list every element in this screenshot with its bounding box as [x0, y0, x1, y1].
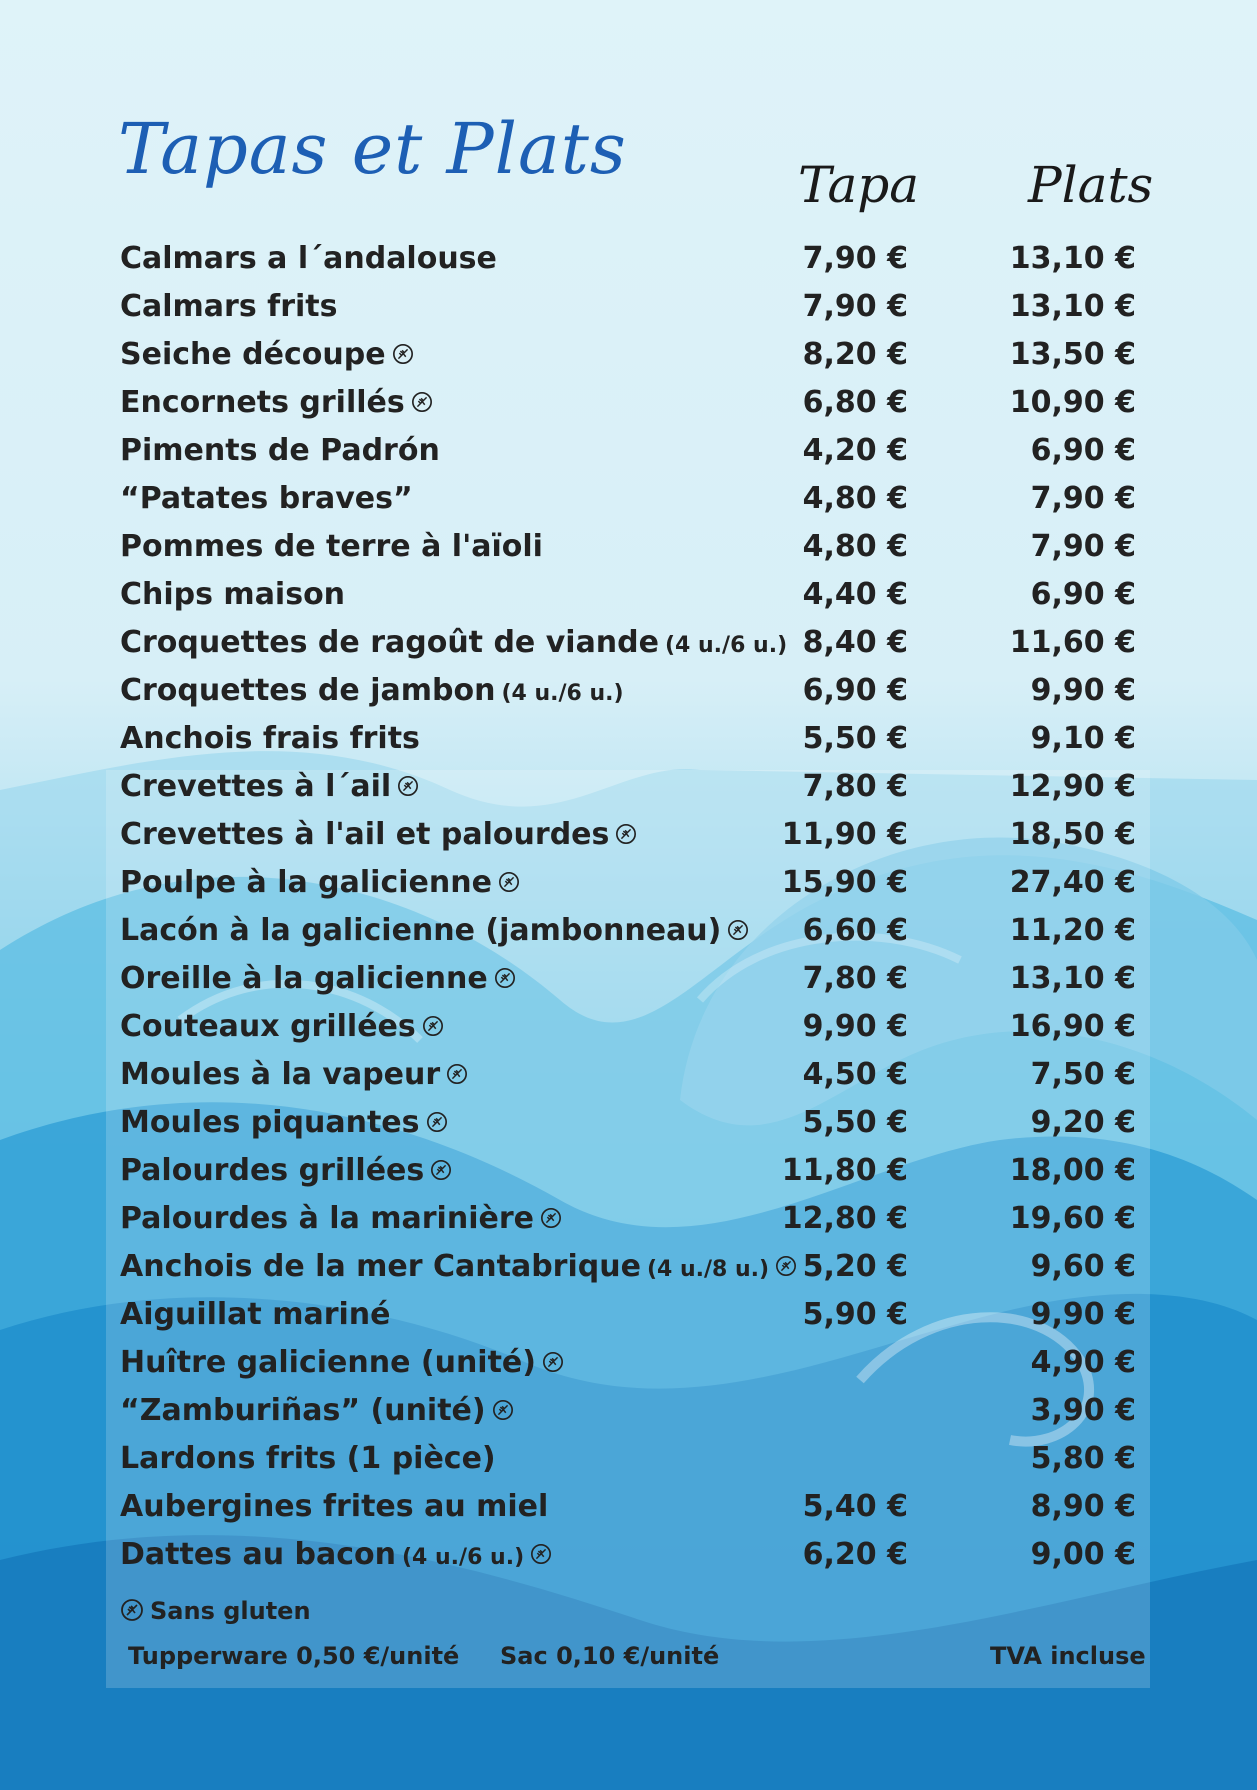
page-title: Tapas et Plats [118, 108, 627, 190]
menu-item [120, 1531, 1140, 1579]
gluten-free-icon [411, 391, 433, 413]
menu-item-label: Moules à la vapeur [120, 1057, 441, 1092]
plat-price: 6,90 € [1030, 577, 1136, 612]
menu-item-name [120, 283, 337, 331]
menu-item-name [120, 1339, 564, 1387]
gluten-free-label: Sans gluten [150, 1597, 311, 1625]
menu-item-quantity: (4 u./6 u.) [402, 1545, 525, 1570]
menu-item [120, 907, 1140, 955]
tapa-price: 5,40 € [802, 1489, 908, 1524]
tapa-price: 4,80 € [802, 529, 908, 564]
plat-price: 11,20 € [1009, 913, 1136, 948]
menu-item [120, 1339, 1140, 1387]
menu-item-label: “Zamburiñas” (unité) [120, 1393, 486, 1428]
menu-item [120, 1291, 1140, 1339]
plat-price: 13,50 € [1009, 337, 1136, 372]
menu-item [120, 1003, 1140, 1051]
menu-item-label: Couteaux grillées [120, 1009, 416, 1044]
menu-item-label: Calmars a l´andalouse [120, 241, 497, 276]
menu-item [120, 859, 1140, 907]
menu-item [120, 1147, 1140, 1195]
menu-item-label: Palourdes grillées [120, 1153, 425, 1188]
menu-item-label: Croquettes de jambon [120, 673, 496, 708]
menu-item [120, 1483, 1140, 1531]
menu-item-label: Aubergines frites au miel [120, 1489, 549, 1524]
menu-item [120, 1051, 1140, 1099]
menu-item [120, 763, 1140, 811]
menu-item-name [120, 1195, 562, 1243]
plat-price: 9,60 € [1030, 1249, 1136, 1284]
gluten-free-icon [426, 1111, 448, 1133]
plat-price: 5,80 € [1030, 1441, 1136, 1476]
plat-price: 6,90 € [1030, 433, 1136, 468]
plat-price: 7,90 € [1030, 481, 1136, 516]
tapa-price: 8,40 € [802, 625, 908, 660]
bag-note: Sac 0,10 €/unité [500, 1642, 720, 1670]
menu-item-name [120, 235, 497, 283]
menu-item [120, 955, 1140, 1003]
tapa-price: 4,20 € [802, 433, 908, 468]
tapa-price: 8,20 € [802, 337, 908, 372]
menu-item-name [120, 1291, 391, 1339]
menu-item-label: Huître galicienne (unité) [120, 1345, 536, 1380]
tapa-price: 5,50 € [802, 1105, 908, 1140]
menu-item-label: Palourdes à la marinière [120, 1201, 534, 1236]
tapa-price: 6,20 € [802, 1537, 908, 1572]
gluten-free-icon [120, 1598, 144, 1622]
menu-item-name [120, 331, 414, 379]
tapa-price: 4,80 € [802, 481, 908, 516]
plat-price: 9,90 € [1030, 673, 1136, 708]
menu-item [120, 1243, 1140, 1291]
plat-price: 13,10 € [1009, 241, 1136, 276]
gluten-free-icon [542, 1351, 564, 1373]
gluten-free-icon [615, 823, 637, 845]
tapa-price: 6,90 € [802, 673, 908, 708]
menu-item [120, 667, 1140, 715]
tapa-price: 6,80 € [802, 385, 908, 420]
plat-price: 7,90 € [1030, 529, 1136, 564]
plat-price: 18,50 € [1009, 817, 1136, 852]
menu-list [120, 235, 1140, 1579]
gluten-free-icon [494, 967, 516, 989]
tapa-price: 11,90 € [781, 817, 908, 852]
tapa-price: 11,80 € [781, 1153, 908, 1188]
menu-item [120, 235, 1140, 283]
menu-item [120, 1435, 1140, 1483]
plat-price: 12,90 € [1009, 769, 1136, 804]
menu-item-name [120, 811, 637, 859]
menu-item-name [120, 1003, 444, 1051]
tapa-price: 7,90 € [802, 241, 908, 276]
menu-item-name [120, 1435, 496, 1483]
menu-item-label: Calmars frits [120, 289, 338, 324]
plat-price: 9,20 € [1030, 1105, 1136, 1140]
menu-item-name [120, 523, 543, 571]
gluten-free-icon [492, 1399, 514, 1421]
tapa-price: 12,80 € [781, 1201, 908, 1236]
tapa-price: 15,90 € [781, 865, 908, 900]
gluten-free-icon [540, 1207, 562, 1229]
menu-item-name [120, 859, 520, 907]
menu-item-label: Croquettes de ragoût de viande [120, 625, 659, 660]
gluten-free-icon [397, 775, 419, 797]
tapa-price: 9,90 € [802, 1009, 908, 1044]
plat-price: 9,00 € [1030, 1537, 1136, 1572]
menu-item [120, 427, 1140, 475]
menu-item [120, 379, 1140, 427]
tapa-price: 5,20 € [802, 1249, 908, 1284]
tapa-price: 4,50 € [802, 1057, 908, 1092]
menu-item-name [120, 715, 420, 763]
tapa-price: 7,80 € [802, 961, 908, 996]
menu-item-name [120, 1051, 468, 1099]
menu-item-name [120, 571, 345, 619]
tapa-price: 5,90 € [802, 1297, 908, 1332]
plat-price: 7,50 € [1030, 1057, 1136, 1092]
gluten-free-legend [120, 1597, 311, 1625]
menu-item-label: Aiguillat mariné [120, 1297, 391, 1332]
menu-item [120, 715, 1140, 763]
tupperware-note: Tupperware 0,50 €/unité [128, 1642, 460, 1670]
menu-item-label: Encornets grillés [120, 385, 405, 420]
menu-item-label: Anchois frais frits [120, 721, 420, 756]
menu-item-label: Moules piquantes [120, 1105, 420, 1140]
column-header-plats: Plats [1028, 156, 1154, 214]
gluten-free-icon [530, 1543, 552, 1565]
tapa-price: 7,90 € [802, 289, 908, 324]
menu-item-label: Lardons frits (1 pièce) [120, 1441, 496, 1476]
menu-item-label: Crevettes à l'ail et palourdes [120, 817, 610, 852]
plat-price: 18,00 € [1009, 1153, 1136, 1188]
menu-item-label: Poulpe à la galicienne [120, 865, 492, 900]
gluten-free-icon [727, 919, 749, 941]
menu-item-name [120, 907, 749, 955]
menu-item [120, 811, 1140, 859]
plat-price: 9,10 € [1030, 721, 1136, 756]
gluten-free-icon [446, 1063, 468, 1085]
plat-price: 19,60 € [1009, 1201, 1136, 1236]
menu-item-label: Lacón à la galicienne (jambonneau) [120, 913, 722, 948]
menu-item-label: Pommes de terre à l'aïoli [120, 529, 543, 564]
menu-item-name [120, 427, 440, 475]
plat-price: 4,90 € [1030, 1345, 1136, 1380]
menu-item-label: Anchois de la mer Cantabrique [120, 1249, 641, 1284]
menu-item-quantity: (4 u./6 u.) [665, 633, 788, 658]
tapa-price: 7,80 € [802, 769, 908, 804]
menu-item-label: Crevettes à l´ail [120, 769, 392, 804]
menu-item-label: Chips maison [120, 577, 346, 612]
menu-item [120, 1195, 1140, 1243]
menu-item [120, 1099, 1140, 1147]
tapa-price: 5,50 € [802, 721, 908, 756]
menu-item [120, 523, 1140, 571]
plat-price: 16,90 € [1009, 1009, 1136, 1044]
menu-item-name [120, 379, 433, 427]
menu-item-label: Seiche découpe [120, 337, 386, 372]
menu-item [120, 475, 1140, 523]
plat-price: 10,90 € [1009, 385, 1136, 420]
plat-price: 8,90 € [1030, 1489, 1136, 1524]
menu-item-name [120, 1243, 797, 1294]
menu-item-name [120, 619, 787, 670]
gluten-free-icon [430, 1159, 452, 1181]
menu-item [120, 283, 1140, 331]
plat-price: 13,10 € [1009, 961, 1136, 996]
menu-item-name [120, 955, 516, 1003]
gluten-free-icon [392, 343, 414, 365]
menu-item-quantity: (4 u./8 u.) [646, 1257, 770, 1282]
menu-item [120, 619, 1140, 667]
plat-price: 9,90 € [1030, 1297, 1136, 1332]
column-header-tapa: Tapa [798, 156, 920, 214]
tapa-price: 6,60 € [802, 913, 908, 948]
menu-item-name [120, 667, 624, 718]
plat-price: 27,40 € [1009, 865, 1136, 900]
menu-item-label: “Patates braves” [120, 481, 413, 516]
menu-item-label: Piments de Padrón [120, 433, 440, 468]
menu-item [120, 331, 1140, 379]
gluten-free-icon [498, 871, 520, 893]
menu-item-quantity: (4 u./6 u.) [501, 681, 624, 706]
plat-price: 3,90 € [1030, 1393, 1136, 1428]
menu-item-name [120, 1483, 548, 1531]
menu-item-name [120, 763, 419, 811]
tapa-price: 4,40 € [802, 577, 908, 612]
plat-price: 11,60 € [1009, 625, 1136, 660]
vat-note: TVA incluse [990, 1642, 1146, 1670]
menu-item-label: Dattes au bacon [120, 1537, 396, 1572]
menu-item-name [120, 1147, 452, 1195]
menu-item [120, 1387, 1140, 1435]
menu-item-name [120, 1531, 552, 1582]
menu-item-label: Oreille à la galicienne [120, 961, 488, 996]
menu-item-name [120, 1387, 514, 1435]
plat-price: 13,10 € [1009, 289, 1136, 324]
menu-item-name [120, 475, 413, 523]
gluten-free-icon [422, 1015, 444, 1037]
menu-item [120, 571, 1140, 619]
menu-item-name [120, 1099, 448, 1147]
